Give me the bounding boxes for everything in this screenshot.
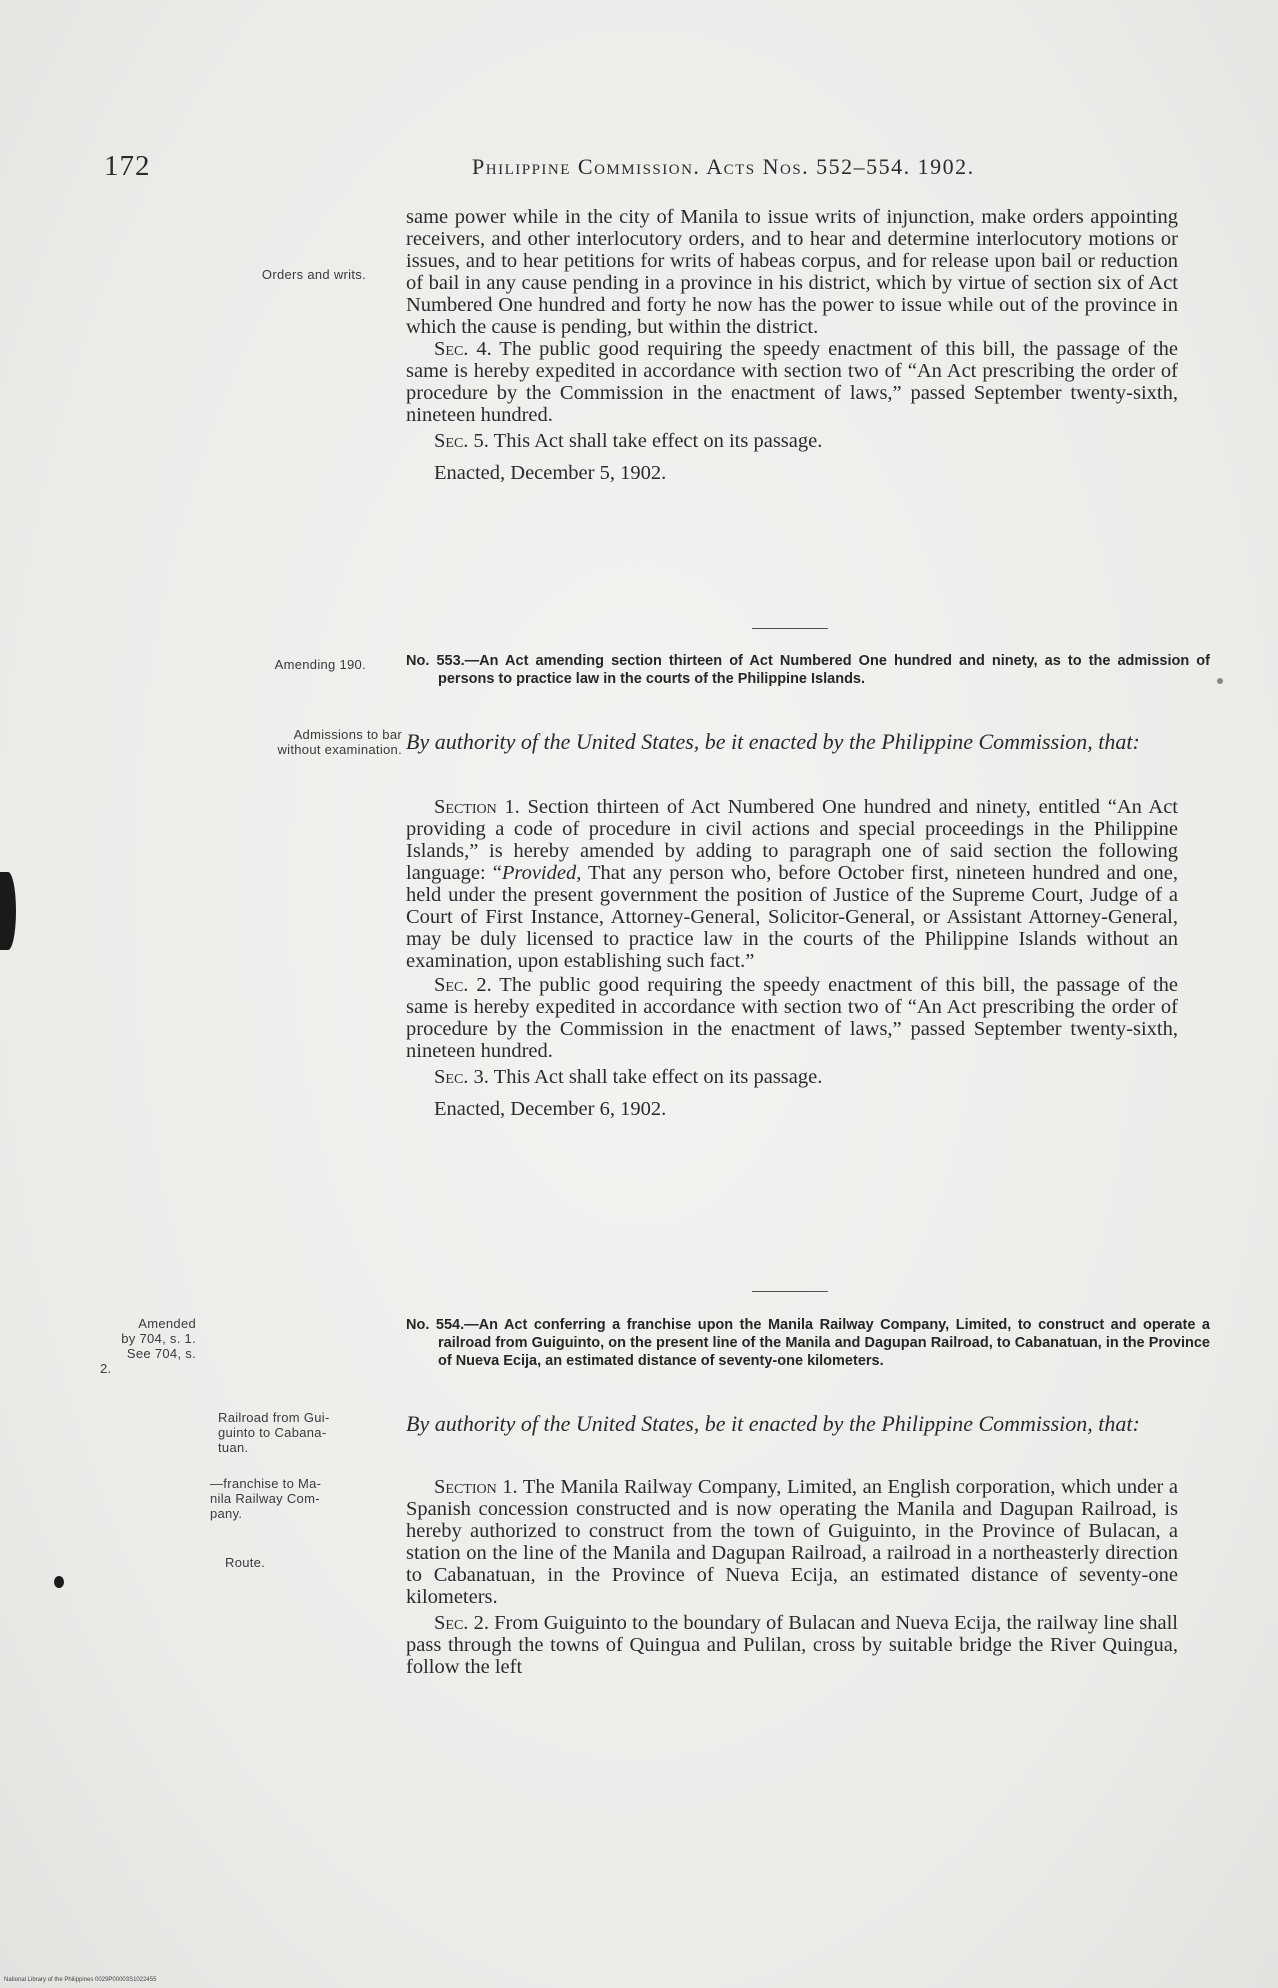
enacted-date: Enacted, December 6, 1902. xyxy=(434,1098,667,1120)
section-divider xyxy=(752,1291,828,1292)
margin-note-amended xyxy=(100,1316,196,1376)
act-553-body xyxy=(406,796,1178,1120)
margin-note-line: Railroad from Gui- xyxy=(218,1410,330,1425)
section-label: Sec. 5. xyxy=(434,430,489,452)
paragraph-continuation: same power while in the city of Manila to issue writs of injunction, make orders appointing receivers, and other interlocutory orders, and to hear and determine interlocutory motions or issues, and to hear petitions for writs of habeas corpus, and for release upon bail or reduction of bail in any cause pending in a province in his district, which by virtue of section six of Act Numbered One hundred and forty he now has the power to issue while out of the province in which the cause is pending, but within the district. xyxy=(406,206,1178,338)
scan-edge-blot xyxy=(0,872,16,950)
section-text: From Guiguinto to the boundary of Bulacan and Nueva Ecija, the railway line shall pass through the towns of Quingua and Pulilan, cross by suitable bridge the River Quingua, follow the left xyxy=(406,1612,1178,1678)
act-554-title: No. 554.—An Act conferring a franchise upon the Manila Railway Company, Limited, to construct and operate a railroad from Guiguinto, on the present line of the Manila and Dagupan Railroad, to Cabanatuan, in the Province of Nueva Ecija, an estimated distance of seventy-one kilometers. xyxy=(406,1317,1210,1369)
section-label: Sec. 4. xyxy=(434,338,492,360)
section-text: The public good requiring the speedy enactment of this bill, the passage of the same is hereby expedited in accordance with section two of “An Act prescribing the order of procedure by the Commission in the enactment of laws,” passed September twenty-sixth, nineteen hundred. xyxy=(406,974,1178,1062)
paragraph-sec1 xyxy=(406,1476,1178,1608)
margin-note-line: Admissions to bar xyxy=(293,727,402,742)
scan-footer-label: National Library of the Philippines 0029P00003S1022455 xyxy=(4,1977,157,1983)
act-554-body xyxy=(406,1476,1178,1678)
margin-note-railroad xyxy=(218,1410,398,1455)
margin-note-line: without examination. xyxy=(277,742,402,757)
margin-note-franchise xyxy=(210,1476,398,1521)
margin-note-line: pany. xyxy=(210,1506,243,1521)
section-text: The public good requiring the speedy enactment of this bill, the passage of the same is hereby expedited in accordance with section two of “An Act prescribing the order of procedure by the Commission in the enactment of laws,” passed September twenty-sixth, nineteen hundred. xyxy=(406,338,1178,426)
page-number: 172 xyxy=(104,150,151,182)
section-label: Sec. 2. xyxy=(434,974,492,996)
act-553-title: No. 553.—An Act amending section thirteen of Act Numbered One hundred and ninety, as to the admission of persons to practice law in the courts of the Philippine Islands. xyxy=(406,653,1210,687)
section-text: Section thirteen of Act Numbered One hundred and ninety, entitled “An Act providing a code of procedure in civil actions and special proceedings in the Philippine Islands,” is hereby amended by adding to paragraph one of said section the following language: “ xyxy=(406,796,1179,884)
margin-note-line: Amended xyxy=(138,1316,196,1331)
act-552-continuation xyxy=(406,206,1178,484)
section-label: Sec. 3. xyxy=(434,1066,489,1088)
section-text: The Manila Railway Company, Limited, an English corporation, which under a Spanish concession constructed and is now operating the Manila and Dagupan Railroad, is hereby authorized to construct from the town of Guiguinto, in the Province of Bulacan, a station on the line of the Manila and Dagupan Railroad, a railroad in a northeasterly direction to Cabanatuan, in the Province of Nueva Ecija, an estimated distance of seventy-one kilometers. xyxy=(406,1476,1178,1608)
paragraph-sec3 xyxy=(406,1066,1178,1088)
paragraph-sec4 xyxy=(406,338,1178,426)
page-header xyxy=(104,150,1144,190)
margin-note-line: 2. xyxy=(100,1361,112,1376)
act-554-enacting-clause: By authority of the United States, be it enacted by the Philippine Commission, that: xyxy=(406,1411,1140,1436)
margin-note-line: guinto to Cabana- xyxy=(218,1425,327,1440)
margin-note-orders: Orders and writs. xyxy=(261,267,366,282)
margin-note-line: tuan. xyxy=(218,1440,249,1455)
section-text: This Act shall take effect on its passage. xyxy=(488,430,823,452)
proviso-word: Provided, xyxy=(501,862,582,884)
section-text: This Act shall take effect on its passage. xyxy=(488,1066,823,1088)
paragraph-sec2 xyxy=(406,1612,1178,1678)
margin-note-line: by 704, s. 1. xyxy=(121,1331,196,1346)
margin-note-amending: Amending 190. xyxy=(274,657,366,672)
section-text: That any person who, before October first, nineteen hundred and one, held under the present government the position of Justice of the Supreme Court, Judge of a Court of First Instance, Attorney-General, Solicitor-General, or Assistant Attorney-General, may be duly licensed to practice law in the courts of the Philippine Islands without an examination, upon establishing such fact.” xyxy=(406,862,1178,972)
paragraph-sec2 xyxy=(406,974,1178,1062)
section-label: Sec. 2. xyxy=(434,1612,489,1634)
paragraph-sec5 xyxy=(406,430,1178,452)
ink-dot xyxy=(54,1576,64,1588)
enacted-date: Enacted, December 5, 1902. xyxy=(434,462,667,484)
section-divider xyxy=(752,628,828,629)
section-label: Section 1. xyxy=(434,1476,518,1498)
act-553-enacting-clause: By authority of the United States, be it enacted by the Philippine Commission, that: xyxy=(406,729,1140,754)
paragraph-sec1 xyxy=(406,796,1178,972)
margin-note-route: Route. xyxy=(225,1555,266,1570)
margin-note-line: —franchise to Ma- xyxy=(210,1476,322,1491)
ink-dot xyxy=(1217,678,1223,684)
margin-note-admissions xyxy=(196,727,402,757)
running-head: Philippine Commission. Acts Nos. 552–554. 1902. xyxy=(472,154,975,179)
margin-note-line: nila Railway Com- xyxy=(210,1491,320,1506)
section-label: Section 1. xyxy=(434,796,520,818)
margin-note-line: See 704, s. xyxy=(126,1346,196,1361)
